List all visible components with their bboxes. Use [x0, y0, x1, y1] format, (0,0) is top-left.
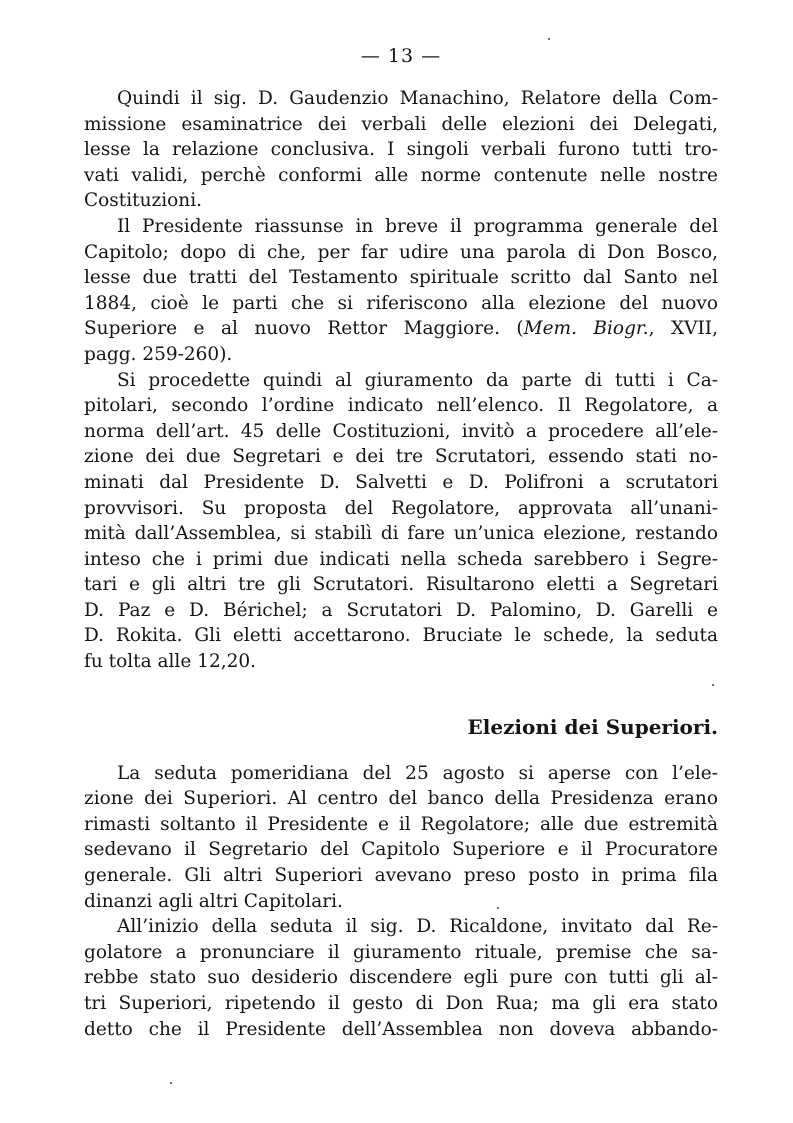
- paragraph-seduta-pomeridiana: [84, 761, 718, 915]
- text-line: detto che il Presidente dell’Assemblea non doveva abbando-: [84, 1018, 718, 1040]
- text-line: provvisori. Su proposta del Regolatore, approvata all’unani-: [84, 497, 718, 519]
- text-line: vati validi, perchè conformi alle norme contenute nelle nostre: [84, 164, 718, 186]
- text-line: Capitolo; dopo di che, per far udire una parola di Don Bosco,: [84, 241, 718, 263]
- text-line: fu tolta alle 12,20.: [84, 651, 257, 673]
- text-line: tari e gli altri tre gli Scrutatori. Risultarono eletti a Segretari: [84, 574, 718, 596]
- text-line: All’inizio della seduta il sig. D. Ricaldone, invitato dal Re-: [117, 916, 718, 938]
- text-line: lesse due tratti del Testamento spirituale scritto dal Santo nel: [84, 267, 718, 289]
- citation-volume: , XVII,: [648, 318, 718, 340]
- text-line: missione esaminatrice dei verbali delle elezioni dei Delegati,: [84, 113, 718, 135]
- text-line: La seduta pomeridiana del 25 agosto si aperse con l’ele-: [117, 762, 718, 784]
- text-line: 1884, cioè le parti che si riferiscono alla elezione del nuovo: [84, 292, 718, 314]
- paragraph-relazione: [84, 86, 718, 214]
- text-line: norma dell’art. 45 delle Costituzioni, invitò a procedere all’ele-: [84, 420, 718, 442]
- text-line: pagg. 259-260).: [84, 343, 233, 365]
- text-line: Costituzioni.: [84, 190, 203, 212]
- print-speck: [170, 1082, 172, 1084]
- section-heading: Elezioni dei Superiori.: [467, 714, 718, 739]
- print-speck: [497, 907, 499, 909]
- paragraph-giuramento: [84, 368, 718, 675]
- text-line: minati dal Presidente D. Salvetti e D. Polifroni a scrutatori: [84, 471, 718, 493]
- text-line-with-citation: [84, 316, 718, 342]
- citation-title: Mem. Biogr.: [523, 318, 649, 340]
- body-text-top: [84, 86, 718, 675]
- text-line: tri Superiori, ripetendo il gesto di Don Rua; ma gli era stato: [84, 993, 718, 1014]
- text-line: sedevano il Segretario del Capitolo Superiore e il Procuratore: [84, 839, 718, 861]
- text-line: mità dall’Assemblea, si stabilì di fare un’unica elezione, restando: [84, 523, 718, 545]
- text-line: Quindi il sig. D. Gaudenzio Manachino, Relatore della Com-: [117, 88, 718, 109]
- text-line: rebbe stato suo desiderio discendere egli pure con tutti gli al-: [84, 967, 718, 989]
- body-text-bottom: [84, 761, 718, 1043]
- text-line: zione dei Superiori. Al centro del banco della Presidenza erano: [84, 788, 718, 810]
- text-line: golatore a pronunciare il giuramento rituale, premise che sa-: [84, 941, 718, 963]
- text-line: generale. Gli altri Superiori avevano preso posto in prima fila: [84, 865, 718, 887]
- paragraph-ricaldone: [84, 914, 718, 1042]
- text-line: lesse la relazione conclusiva. I singoli verbali furono tutti tro-: [84, 139, 718, 161]
- page-number: — 13 —: [360, 45, 442, 67]
- citation-lead: Superiore e al nuovo Rettor Maggiore. (: [84, 318, 524, 340]
- text-line: pitolari, secondo l’ordine indicato nell’elenco. Il Regolatore, a: [84, 395, 718, 417]
- text-line: dinanzi agli altri Capitolari.: [84, 890, 343, 912]
- document-page: [84, 40, 718, 1042]
- print-speck: [548, 38, 550, 40]
- text-line: Si procedette quindi al giuramento da parte di tutti i Ca-: [117, 369, 718, 391]
- text-line: zione dei due Segretari e dei tre Scrutatori, essendo stati no-: [84, 446, 718, 468]
- text-line: rimasti soltanto il Presidente e il Regolatore; alle due estremità: [84, 813, 718, 835]
- text-line: inteso che i primi due indicati nella scheda sarebbero i Segre-: [84, 548, 718, 570]
- print-speck: [712, 684, 714, 686]
- text-line: D. Paz e D. Bérichel; a Scrutatori D. Palomino, D. Garelli e: [84, 599, 718, 621]
- paragraph-programma: [84, 214, 718, 368]
- text-line: D. Rokita. Gli eletti accettarono. Bruciate le schede, la seduta: [84, 625, 718, 647]
- text-line: Il Presidente riassunse in breve il programma generale del: [117, 215, 718, 237]
